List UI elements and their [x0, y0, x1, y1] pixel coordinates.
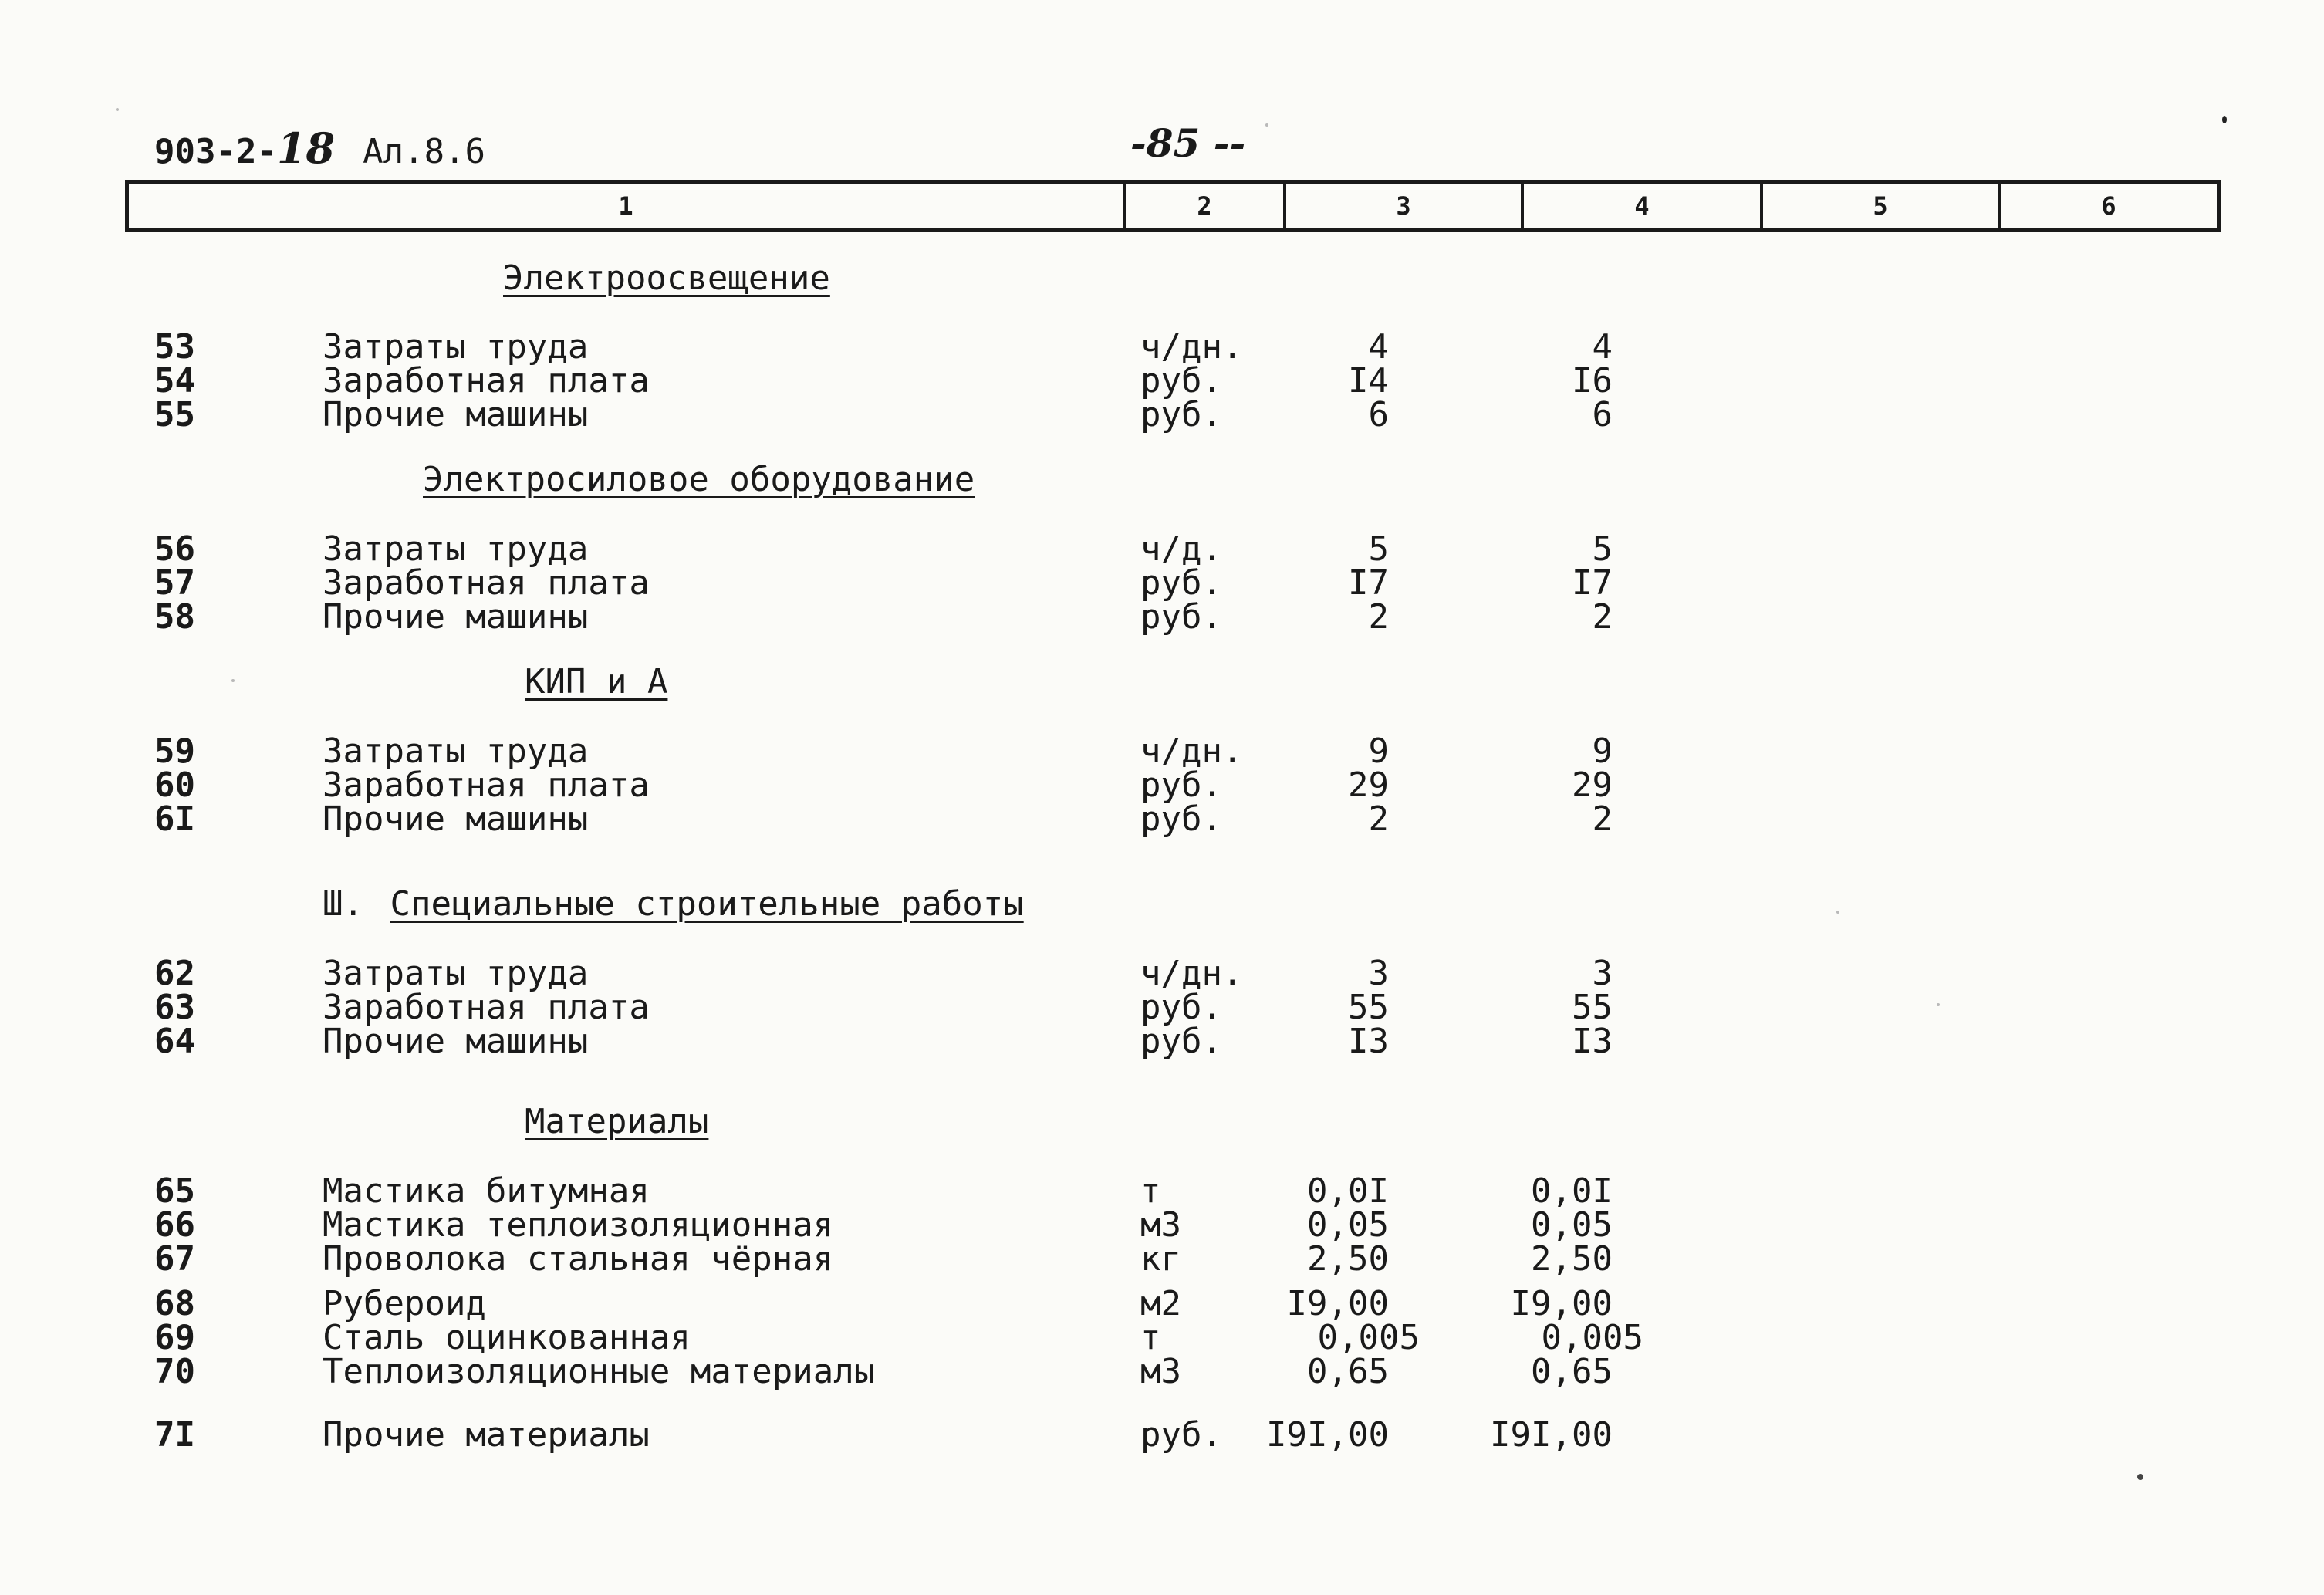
row-name: Прочие материалы: [323, 1415, 650, 1455]
row-value-col4: 2,50: [1531, 1239, 1613, 1279]
scan-speck: [1265, 123, 1268, 127]
section-title: [525, 1102, 708, 1141]
column-header-5: 5: [1760, 184, 1998, 228]
row-number: 60: [154, 765, 195, 805]
row-unit: руб.: [1140, 1415, 1222, 1455]
row-value-col4: I9,00: [1510, 1284, 1613, 1323]
row-value-col3: 2: [1368, 597, 1389, 637]
row-unit: ч/д.: [1140, 529, 1222, 569]
row-name: Прочие машины: [323, 395, 589, 434]
row-value-col4: 0,05: [1531, 1205, 1613, 1245]
table-row: [0, 1415, 2238, 1455]
page-number: -85 --: [1130, 120, 1246, 166]
row-value-col4: I7: [1572, 563, 1613, 603]
row-value-col3: 0,05: [1307, 1205, 1389, 1245]
section-title-text: Специальные строительные работы: [390, 884, 1024, 924]
row-number: 6I: [154, 799, 195, 839]
row-value-col3: 0,005: [1317, 1318, 1420, 1357]
row-value-col3: I9,00: [1286, 1284, 1389, 1323]
row-unit: кг: [1140, 1239, 1181, 1279]
row-unit: т: [1140, 1171, 1161, 1211]
table-row: [0, 1239, 2238, 1279]
section-title-text: Материалы: [525, 1102, 709, 1141]
column-header-2: 2: [1123, 184, 1283, 228]
row-unit: руб.: [1140, 395, 1222, 434]
table-row: [0, 1284, 2238, 1323]
row-name: Прочие машины: [323, 597, 589, 637]
row-unit: руб.: [1140, 1022, 1222, 1061]
row-unit: т: [1140, 1318, 1161, 1357]
row-name: Мастика битумная: [323, 1171, 650, 1211]
row-value-col3: 9: [1368, 732, 1389, 771]
row-number: 58: [154, 597, 195, 637]
section-title: [525, 662, 667, 701]
table-row: [0, 765, 2238, 805]
row-unit: ч/дн.: [1140, 732, 1243, 771]
row-unit: м3: [1140, 1205, 1181, 1245]
row-value-col4: 3: [1592, 954, 1613, 993]
row-value-col4: 6: [1592, 395, 1613, 434]
table-row: [0, 799, 2238, 839]
table-row: [0, 732, 2238, 771]
row-unit: ч/дн.: [1140, 954, 1243, 993]
scan-speck: [2222, 116, 2227, 123]
row-name: Проволока стальная чёрная: [323, 1239, 834, 1279]
table-row: [0, 1318, 2238, 1357]
row-number: 70: [154, 1352, 195, 1391]
row-value-col4: 2: [1592, 799, 1613, 839]
row-number: 62: [154, 954, 195, 993]
table-row: [0, 361, 2238, 400]
row-name: Затраты труда: [323, 954, 589, 993]
row-name: Заработная плата: [323, 765, 650, 805]
table-row: [0, 563, 2238, 603]
section-title: [503, 259, 830, 298]
row-value-col4: 55: [1572, 988, 1613, 1027]
table-row: [0, 1352, 2238, 1391]
table-row: [0, 1205, 2238, 1245]
row-value-col4: I9I,00: [1490, 1415, 1613, 1455]
table-row: [0, 1171, 2238, 1211]
row-unit: руб.: [1140, 597, 1222, 637]
row-value-col3: 29: [1348, 765, 1389, 805]
row-name: Рубероид: [323, 1284, 486, 1323]
section-title-text: КИП и А: [525, 662, 668, 701]
row-value-col4: 4: [1592, 327, 1613, 367]
row-value-col3: I3: [1348, 1022, 1389, 1061]
table-row: [0, 529, 2238, 569]
row-number: 7I: [154, 1415, 195, 1455]
row-name: Сталь оцинкованная: [323, 1318, 691, 1357]
column-header-4: 4: [1521, 184, 1760, 228]
row-value-col4: I6: [1572, 361, 1613, 400]
row-name: Теплоизоляционные материалы: [323, 1352, 875, 1391]
section-title-text: Электроосвещение: [503, 259, 830, 298]
row-value-col3: 2,50: [1307, 1239, 1389, 1279]
row-value-col3: I9I,00: [1266, 1415, 1389, 1455]
row-name: Заработная плата: [323, 988, 650, 1027]
column-header-row: [125, 180, 2221, 232]
row-value-col4: 0,0I: [1531, 1171, 1613, 1211]
row-value-col3: 4: [1368, 327, 1389, 367]
table-row: [0, 954, 2238, 993]
column-header-1: 1: [618, 191, 633, 221]
row-unit: руб.: [1140, 563, 1222, 603]
table-row: [0, 1022, 2238, 1061]
row-value-col4: 0,65: [1531, 1352, 1613, 1391]
row-number: 68: [154, 1284, 195, 1323]
row-number: 65: [154, 1171, 195, 1211]
doc-number-prefix: 903-2-: [154, 132, 277, 171]
row-unit: м2: [1140, 1284, 1181, 1323]
doc-number-handwritten: 18: [276, 123, 336, 173]
row-number: 66: [154, 1205, 195, 1245]
table-row: [0, 395, 2238, 434]
table-row: [0, 988, 2238, 1027]
table-row: [0, 327, 2238, 367]
row-number: 67: [154, 1239, 195, 1279]
column-header-3: 3: [1283, 184, 1521, 228]
row-value-col3: 0,0I: [1307, 1171, 1389, 1211]
row-value-col3: 6: [1368, 395, 1389, 434]
table-row: [0, 597, 2238, 637]
scan-speck: [2137, 1474, 2143, 1480]
row-value-col3: 5: [1368, 529, 1389, 569]
row-number: 69: [154, 1318, 195, 1357]
row-value-col4: 9: [1592, 732, 1613, 771]
row-value-col4: 0,005: [1541, 1318, 1643, 1357]
row-value-col3: 2: [1368, 799, 1389, 839]
row-name: Мастика теплоизоляционная: [323, 1205, 834, 1245]
row-name: Затраты труда: [323, 732, 589, 771]
row-value-col4: 29: [1572, 765, 1613, 805]
section-title: [423, 460, 975, 499]
row-number: 55: [154, 395, 195, 434]
row-name: Прочие машины: [323, 799, 589, 839]
row-value-col3: 0,65: [1307, 1352, 1389, 1391]
section-prefix: Ш.: [323, 884, 363, 924]
row-value-col3: I4: [1348, 361, 1389, 400]
row-number: 54: [154, 361, 195, 400]
section-title: [323, 884, 1024, 924]
row-value-col4: I3: [1572, 1022, 1613, 1061]
row-unit: руб.: [1140, 361, 1222, 400]
row-unit: руб.: [1140, 799, 1222, 839]
row-number: 56: [154, 529, 195, 569]
row-unit: м3: [1140, 1352, 1181, 1391]
page-header: [154, 123, 485, 173]
row-unit: руб.: [1140, 988, 1222, 1027]
section-title-text: Электросиловое оборудование: [423, 460, 975, 499]
row-unit: ч/дн.: [1140, 327, 1243, 367]
scan-speck: [231, 679, 235, 682]
row-value-col3: I7: [1348, 563, 1389, 603]
scan-speck: [116, 108, 119, 111]
row-name: Затраты труда: [323, 529, 589, 569]
row-value-col3: 55: [1348, 988, 1389, 1027]
row-name: Заработная плата: [323, 361, 650, 400]
row-number: 53: [154, 327, 195, 367]
row-number: 57: [154, 563, 195, 603]
row-name: Прочие машины: [323, 1022, 589, 1061]
row-name: Затраты труда: [323, 327, 589, 367]
row-number: 63: [154, 988, 195, 1027]
row-name: Заработная плата: [323, 563, 650, 603]
row-value-col3: 3: [1368, 954, 1389, 993]
row-value-col4: 2: [1592, 597, 1613, 637]
column-header-6: 6: [1998, 184, 2217, 228]
row-unit: руб.: [1140, 765, 1222, 805]
album-label: Ал.8.6: [363, 132, 486, 171]
row-number: 59: [154, 732, 195, 771]
scan-speck: [1836, 911, 1839, 914]
row-value-col4: 5: [1592, 529, 1613, 569]
row-number: 64: [154, 1022, 195, 1061]
